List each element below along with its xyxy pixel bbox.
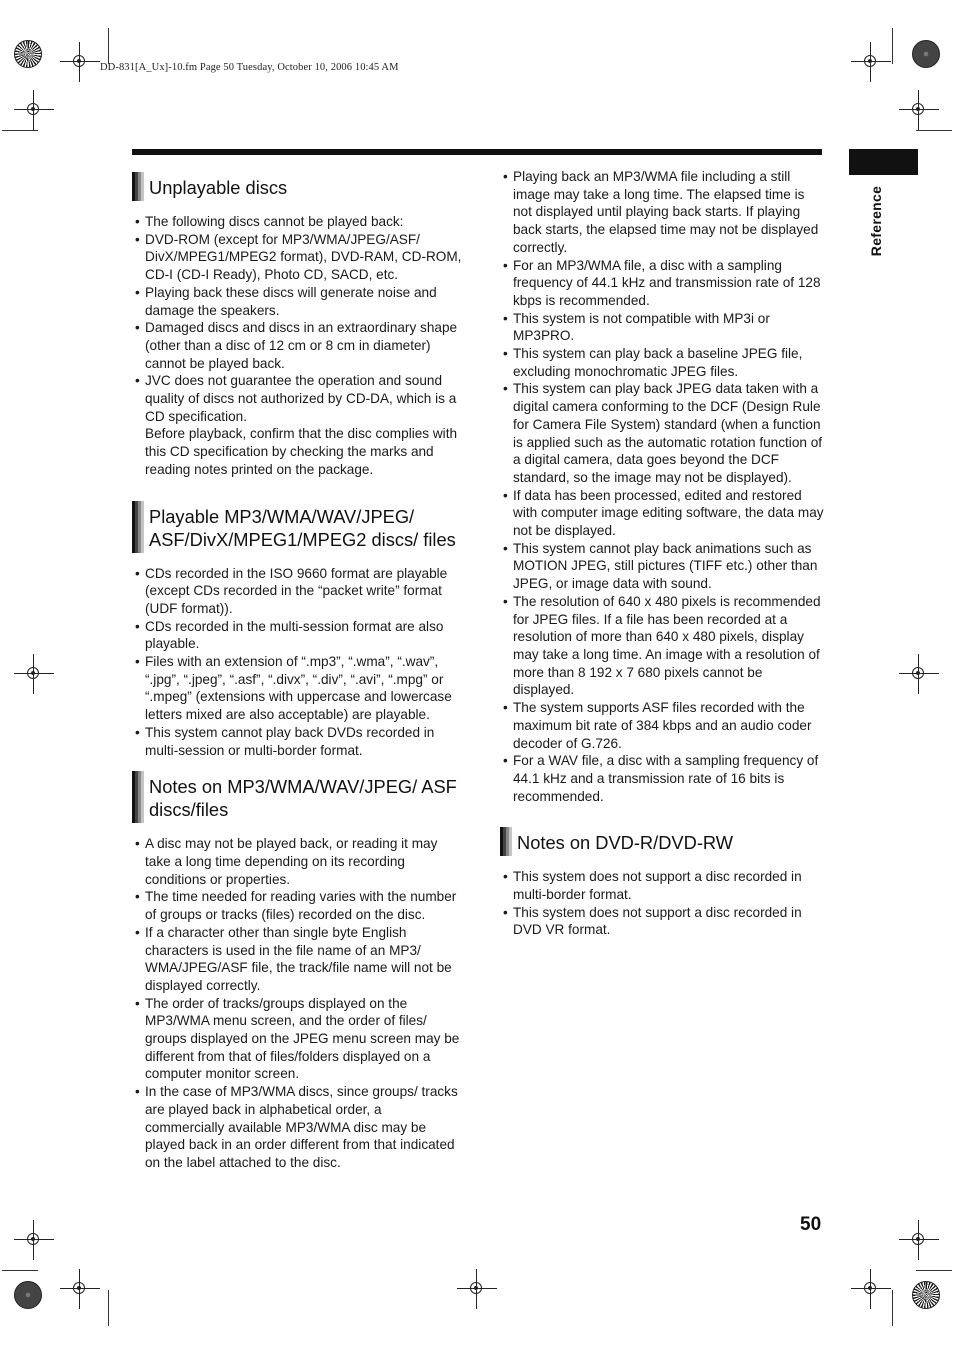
crosshair-mark (899, 1220, 939, 1260)
list-item: • The resolution of 640 x 480 pixels is recommended for JPEG files. If a file has been recorded at a resolution of more than 640 x 480 pixels, display may take a long time. An image with a resolution of more than 8 192 x 7 680 pixels cannot be displayed. (500, 593, 825, 699)
section-heading (132, 172, 462, 201)
heading-text: Unplayable discs (149, 177, 288, 198)
list-item: • This system can play back a baseline JPEG file, excluding monochromatic JPEG files. (500, 345, 825, 380)
print-header: DD-831[A_Ux]-10.fm Page 50 Tuesday, October 10, 2006 10:45 AM (100, 62, 399, 73)
bullet-list (132, 565, 462, 760)
list-item: • The following discs cannot be played back: (132, 213, 462, 231)
left-column (132, 172, 462, 1172)
list-item: • If a character other than single byte English characters is used in the file name of an MP3/ WMA/JPEG/ASF file, the track/file name will not be displayed correctly. (132, 924, 462, 995)
registration-disc-mark (14, 1281, 42, 1309)
side-tab (849, 149, 918, 175)
list-item: • This system does not support a disc recorded in DVD VR format. (500, 904, 825, 939)
bullet-list (500, 868, 825, 939)
section-heading (132, 501, 462, 553)
registration-disc-mark (912, 40, 940, 68)
trim-mark (916, 130, 952, 131)
crosshair-mark (851, 42, 891, 82)
list-item: • Playing back these discs will generate noise and damage the speakers. (132, 284, 462, 319)
heading-bar-icon (132, 501, 144, 553)
side-tab-label: Reference (868, 185, 884, 257)
list-item: • This system does not support a disc recorded in multi-border format. (500, 868, 825, 903)
section-playable-files (132, 501, 462, 760)
trim-mark (892, 28, 893, 64)
list-item: • Damaged discs and discs in an extraordinary shape (other than a disc of 12 cm or 8 cm in diameter) cannot be played back. (132, 319, 462, 372)
list-item: • Playing back an MP3/WMA file including a still image may take a long time. The elapsed time is not displayed until playing back starts. If playing back starts, the elapsed time may not be displayed correctly. (500, 168, 825, 257)
side-tab-label-box (868, 180, 884, 262)
crosshair-mark (457, 1269, 497, 1309)
registration-disc-mark (912, 1281, 940, 1309)
section-unplayable-discs (132, 172, 462, 479)
section-notes-mp3 (132, 771, 462, 1171)
list-item: • This system cannot play back animations such as MOTION JPEG, still pictures (TIFF etc.) other than JPEG, or image data with sound. (500, 540, 825, 593)
trim-mark (2, 1270, 38, 1271)
list-item: • A disc may not be played back, or reading it may take a long time depending on its recording conditions or properties. (132, 835, 462, 888)
bullet-list (132, 213, 462, 479)
crosshair-mark (14, 1220, 54, 1260)
list-item: • If data has been processed, edited and restored with computer image editing software, the data may not be displayed. (500, 487, 825, 540)
top-rule (132, 149, 822, 155)
crosshair-mark (60, 42, 100, 82)
list-item: • For an MP3/WMA file, a disc with a sampling frequency of 44.1 kHz and transmission rate of 128 kbps is recommended. (500, 257, 825, 310)
trim-mark (892, 1290, 893, 1326)
list-item: • For a WAV file, a disc with a sampling frequency of 44.1 kHz and a transmission rate of 16 bits is recommended. (500, 752, 825, 805)
list-item: • The time needed for reading varies with the number of groups or tracks (files) recorded on the disc. (132, 888, 462, 923)
registration-disc-mark (14, 40, 42, 68)
crosshair-mark (899, 90, 939, 130)
trim-mark (916, 1270, 952, 1271)
list-item: • In the case of MP3/WMA discs, since groups/ tracks are played back in alphabetical order, a commercially available MP3/WMA disc may be played back in an order different from that indicated on the label attached to the disc. (132, 1083, 462, 1172)
list-item: • DVD-ROM (except for MP3/WMA/JPEG/ASF/ DivX/MPEG1/MPEG2 format), DVD-RAM, CD-ROM, CD-I (CD-I Ready), Photo CD, SACD, etc. (132, 231, 462, 284)
heading-bar-icon (132, 771, 144, 823)
trim-mark (108, 28, 109, 64)
page-number: 50 (800, 1214, 822, 1235)
heading-text: Notes on MP3/WMA/WAV/JPEG/ ASF discs/files (149, 776, 457, 821)
list-item: • CDs recorded in the multi-session format are also playable. (132, 618, 462, 653)
list-item: • This system is not compatible with MP3i or MP3PRO. (500, 310, 825, 345)
list-item: • The order of tracks/groups displayed on the MP3/WMA menu screen, and the order of files/ groups displayed on the JPEG menu screen may be different from that of files/folders displayed on a computer monitor screen. (132, 995, 462, 1084)
heading-bar-icon (132, 172, 144, 201)
crosshair-mark (899, 654, 939, 694)
heading-text: Notes on DVD-R/DVD-RW (517, 832, 734, 854)
section-continued-notes (500, 168, 825, 805)
section-heading (500, 827, 825, 856)
trim-mark (108, 1290, 109, 1326)
bullet-list (132, 835, 462, 1171)
crosshair-mark (14, 654, 54, 694)
list-item: • The system supports ASF files recorded with the maximum bit rate of 384 kbps and an audio coder decoder of G.726. (500, 699, 825, 752)
list-item: • This system cannot play back DVDs recorded in multi-session or multi-border format. (132, 724, 462, 759)
list-item-text: JVC does not guarantee the operation and sound quality of discs not authorized by CD-DA, which is a CD specification. (145, 373, 457, 424)
bullet-list (500, 168, 825, 805)
list-item-note: Before playback, confirm that the disc complies with this CD specification by checking the marks and reading notes printed on the package. (145, 426, 458, 477)
list-item: • This system can play back JPEG data taken with a digital camera conforming to the DCF (Design Rule for Camera File System) standard (when a function is applied such as the automatic rotation function of a digital camera, data goes beyond the DCF standard, so the image may not be displayed). (500, 380, 825, 486)
heading-text: Playable MP3/WMA/WAV/JPEG/ ASF/DivX/MPEG1/MPEG2 discs/ files (149, 505, 456, 550)
crosshair-mark (851, 1269, 891, 1309)
crosshair-mark (14, 90, 54, 130)
right-column (500, 168, 825, 939)
trim-mark (2, 130, 38, 131)
section-notes-dvd-r (500, 827, 825, 939)
list-item (132, 372, 462, 478)
list-item: • Files with an extension of “.mp3”, “.wma”, “.wav”, “.jpg”, “.jpeg”, “.asf”, “.divx”, “.div”, “.avi”, “.mpg” or “.mpeg” (extensions with uppercase and lowercase letters mixed are also acceptable) are playable. (132, 653, 462, 724)
list-item: • CDs recorded in the ISO 9660 format are playable (except CDs recorded in the “packet write” format (UDF format)). (132, 565, 462, 618)
crosshair-mark (60, 1269, 100, 1309)
section-heading (132, 771, 462, 823)
heading-bar-icon (500, 827, 512, 856)
